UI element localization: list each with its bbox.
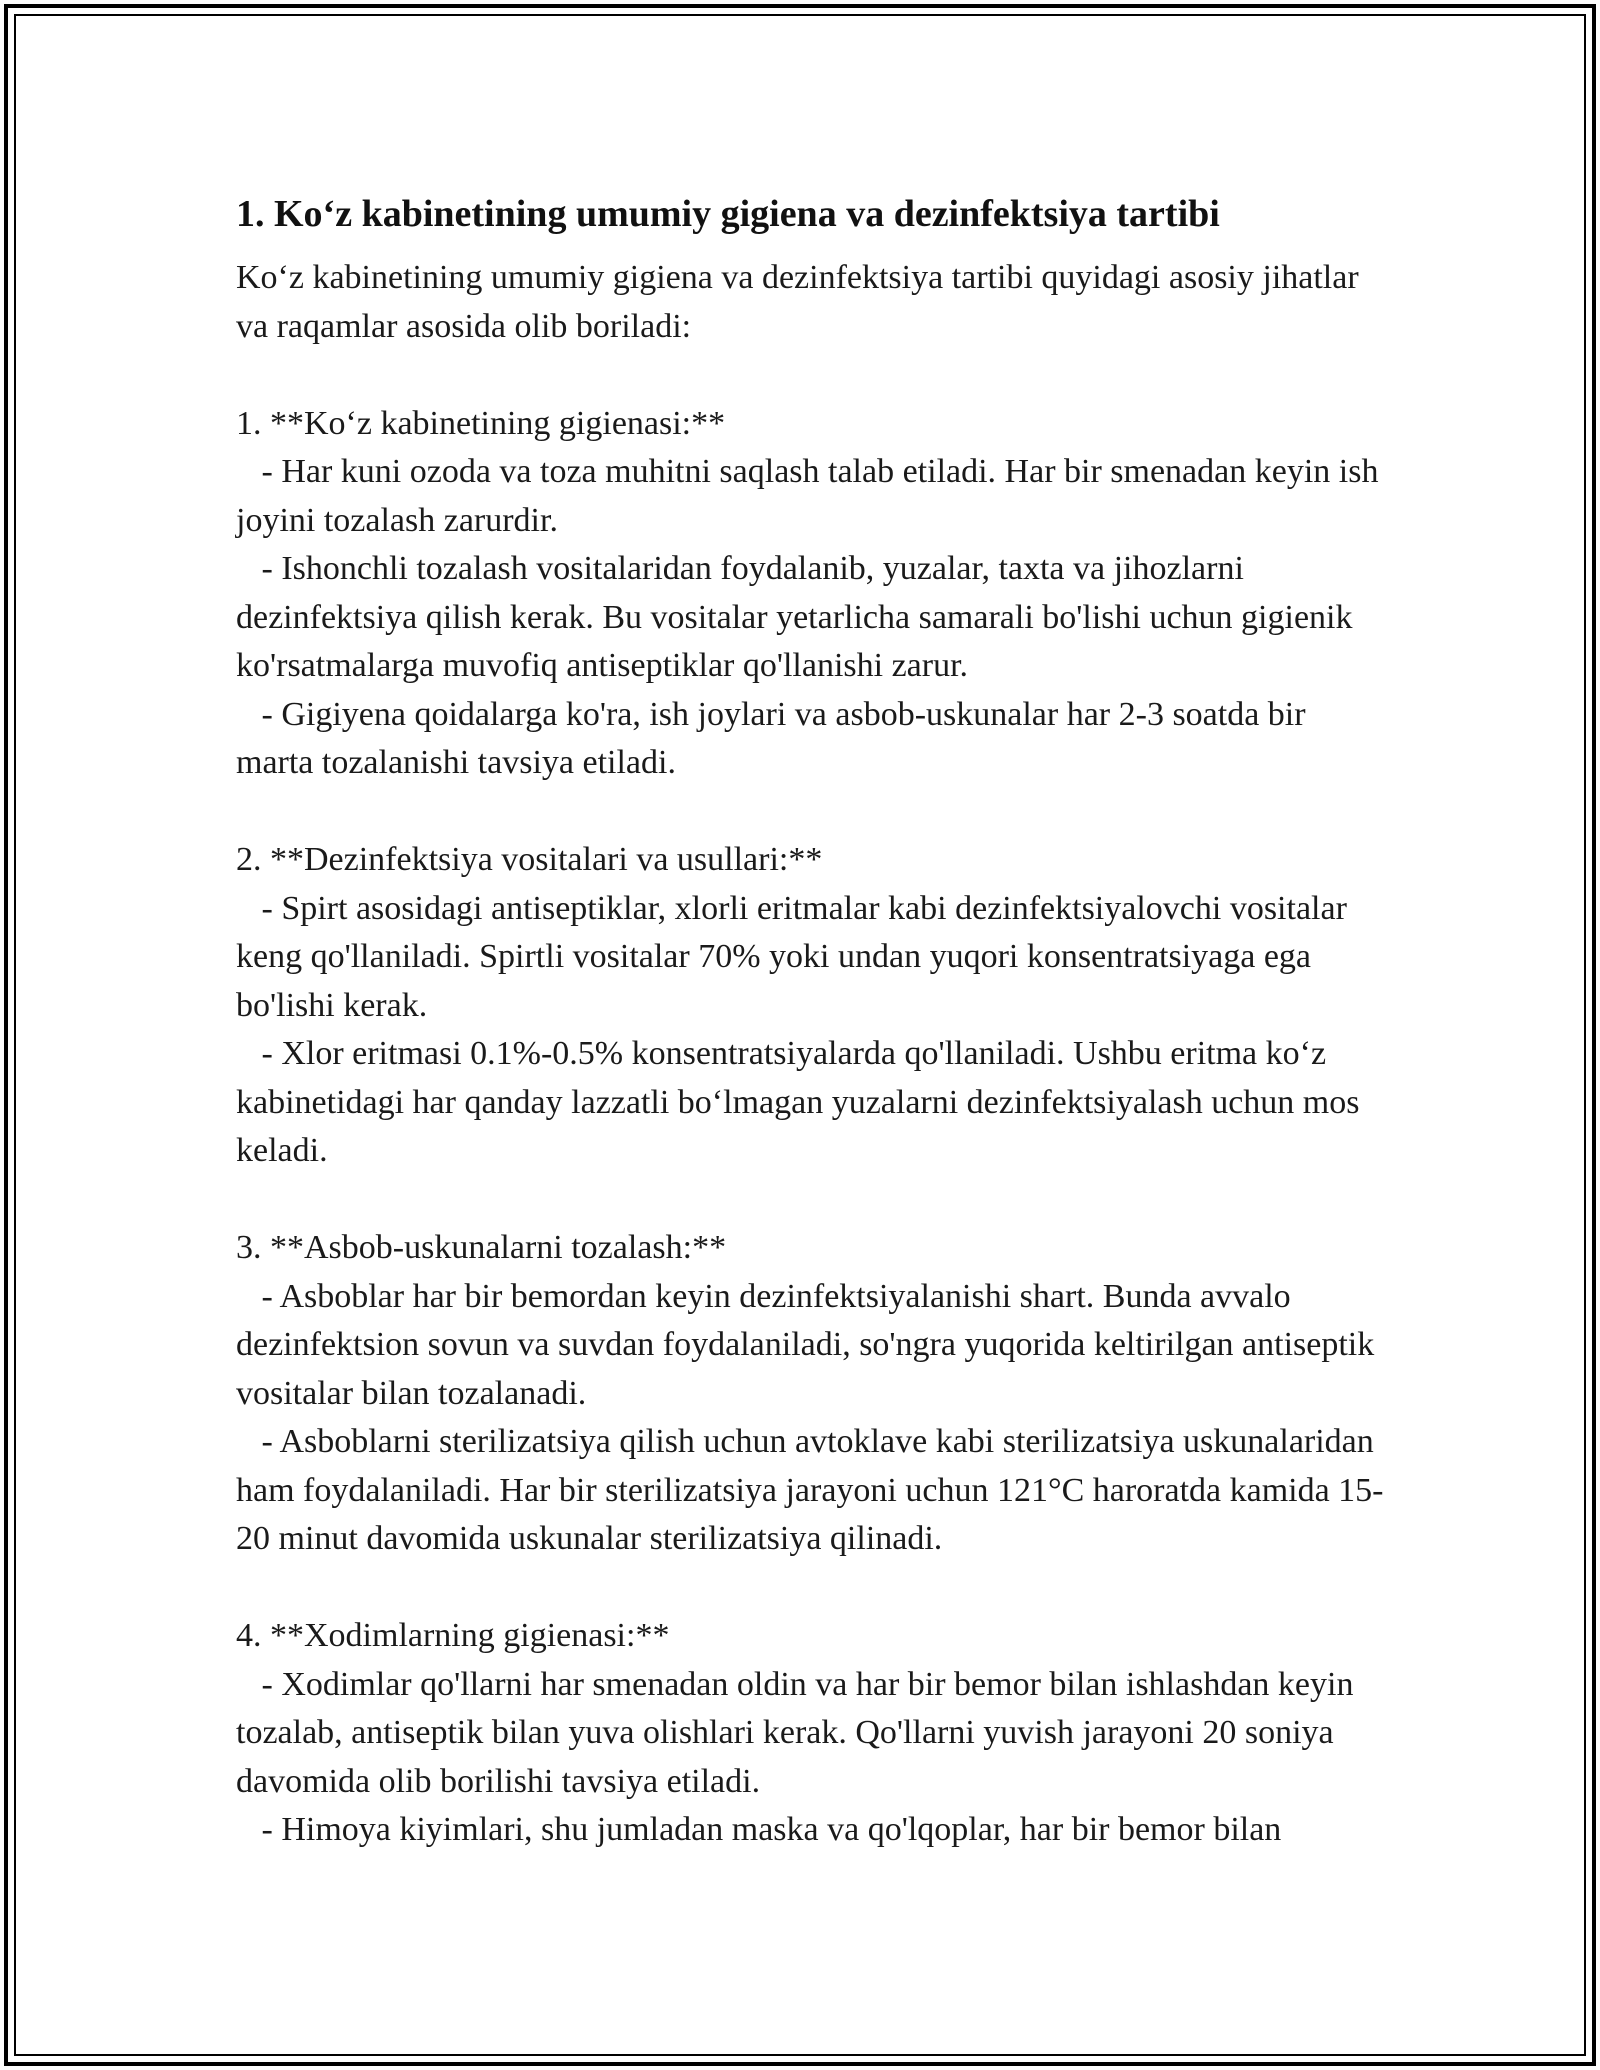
section-item: - Xodimlar qo'llarni har smenadan oldin va har bir bemor bilan ishlashdan keyin tozalab, antiseptik bilan yuva olishlari kerak. Qo'llarni yuvish jarayoni 20 soniya davomida olib borilishi tavsiya etiladi. <box>236 1665 1362 1800</box>
section-item: - Gigiyena qoidalarga ko'ra, ish joylari va asbob-uskunalar har 2-3 soatda bir marta tozalanishi tavsiya etiladi. <box>236 695 1315 781</box>
section-item: - Ishonchli tozalash vositalaridan foydalanib, yuzalar, taxta va jihozlarni dezinfektsiya qilish kerak. Bu vositalar yetarlicha samarali bo'lishi uchun gigienik ko'rsatmalarga muvofiq antiseptiklar qo'llanishi zarur. <box>236 550 1361 684</box>
section-item: - Spirt asosidagi antiseptiklar, xlorli eritmalar kabi dezinfektsiyalovchi vositalar keng qo'llaniladi. Spirtli vositalar 70% yoki undan yuqori konsentratsiyaga ega bo'lishi kerak. <box>236 889 1356 1024</box>
section-4 <box>236 1612 1386 1855</box>
section-item: - Asboblar har bir bemordan keyin dezinfektsiyalanishi shart. Bunda avvalo dezinfektsion sovun va suvdan foydalaniladi, so'ngra yuqorida keltirilgan antiseptik vositalar bilan tozalanadi. <box>236 1277 1383 1412</box>
section-item: - Himoya kiyimlari, shu jumladan maska va qo'lqoplar, har bir bemor bilan <box>236 1811 1282 1848</box>
section-heading: 1. **Koʻz kabinetining gigienasi:** <box>236 404 726 442</box>
document-title: 1. Koʻz kabinetining umumiy gigiena va dezinfektsiya tartibi <box>236 193 1220 235</box>
section-item: - Har kuni ozoda va toza muhitni saqlash talab etiladi. Har bir smenadan keyin ish joyini tozalash zarurdir. <box>236 453 1387 539</box>
section-1 <box>236 400 1386 788</box>
document-body <box>236 188 1386 1855</box>
section-heading: 2. **Dezinfektsiya vositalari va usullari:** <box>236 841 823 878</box>
section-heading: 4. **Xodimlarning gigienasi:** <box>236 1617 670 1654</box>
section-item: - Xlor eritmasi 0.1%-0.5% konsentratsiyalarda qo'llaniladi. Ushbu eritma koʻz kabinetidagi har qanday lazzatli boʻlmagan yuzalarni dezinfektsiyalash uchun mos keladi. <box>236 1035 1368 1169</box>
section-3 <box>236 1224 1386 1564</box>
section-heading: 3. **Asbob-uskunalarni tozalash:** <box>236 1229 727 1266</box>
section-2 <box>236 836 1386 1176</box>
section-item: - Asboblarni sterilizatsiya qilish uchun avtoklave kabi sterilizatsiya uskunalaridan ham foydalaniladi. Har bir sterilizatsiya jarayoni uchun 121°C haroratda kamida 15-20 minut davomida uskunalar sterilizatsiya qilinadi. <box>236 1423 1384 1557</box>
document-intro: Koʻz kabinetining umumiy gigiena va dezinfektsiya tartibi quyidagi asosiy jihatlar va raqamlar asosida olib boriladi: <box>236 259 1359 345</box>
